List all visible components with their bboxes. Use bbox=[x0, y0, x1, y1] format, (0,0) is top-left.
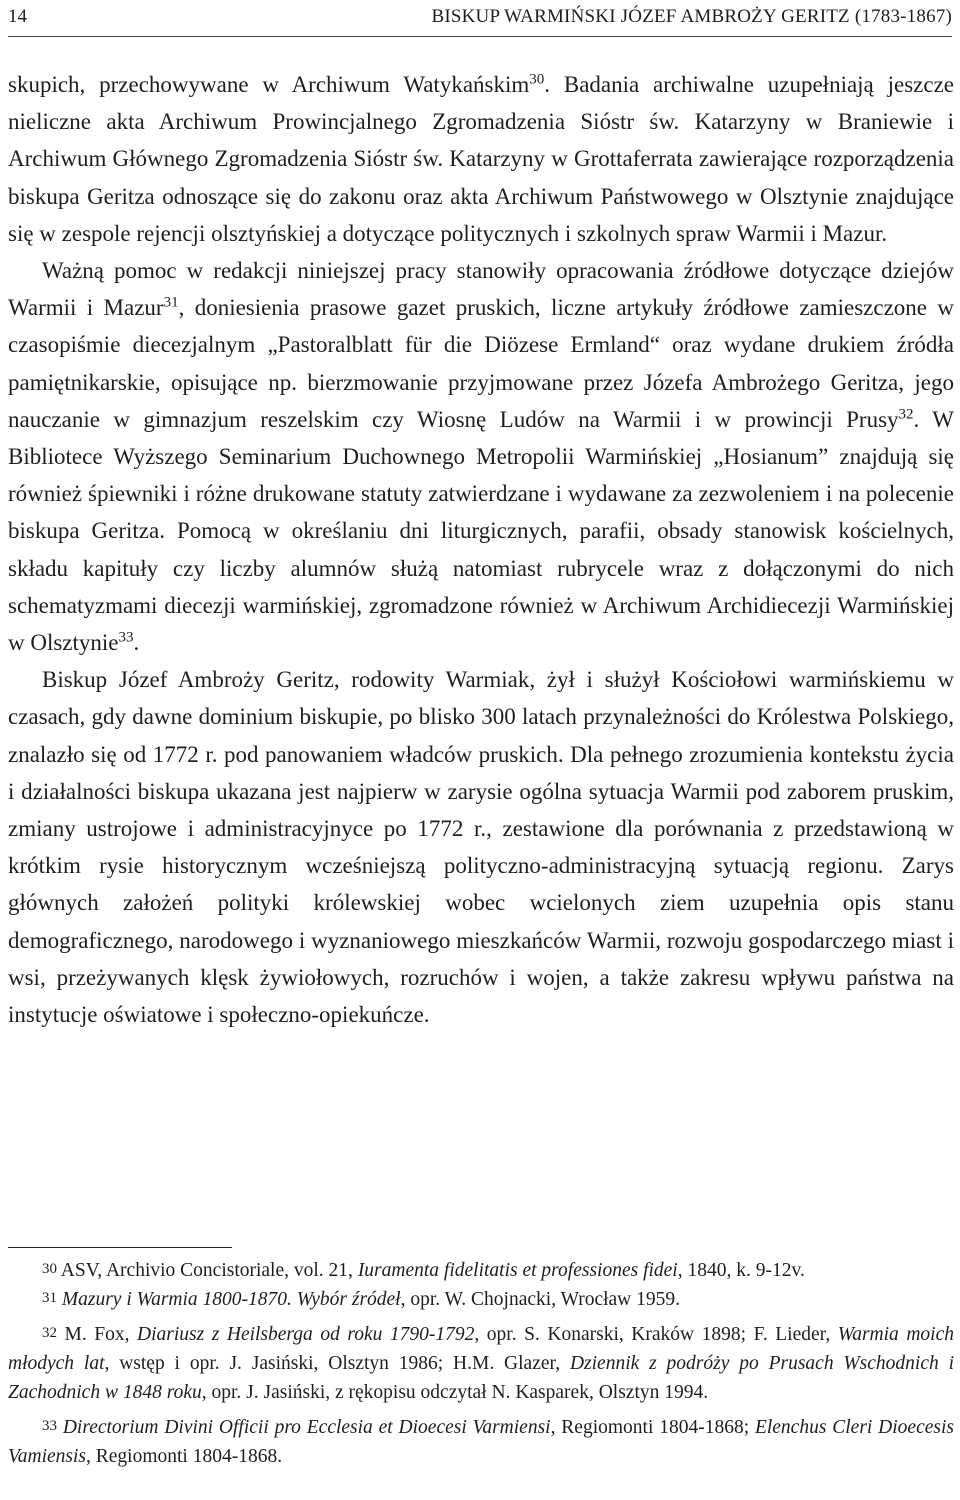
text-span: , opr. J. Jasiński, z rękopisu odczytał N. Kasparek, Olsztyn 1994. bbox=[201, 1382, 709, 1403]
page-number: 14 bbox=[8, 6, 27, 27]
paragraph-1 bbox=[8, 66, 954, 252]
footnote-number: 30 bbox=[42, 1261, 57, 1277]
running-header bbox=[8, 0, 952, 37]
text-span: , Regiomonti 1804-1868. bbox=[86, 1446, 283, 1467]
title-italic: Mazury i Warmia 1800-1870. Wybór źródeł bbox=[57, 1289, 401, 1310]
title-italic: Diariusz z Heilsberga od roku 1790-1792 bbox=[137, 1324, 475, 1345]
text-span: , opr. W. Chojnacki, Wrocław 1959. bbox=[400, 1289, 681, 1310]
footnote-31 bbox=[8, 1285, 954, 1314]
text-span: , opr. S. Konarski, Kraków 1898; F. Lieder, bbox=[474, 1324, 838, 1345]
footnote-30 bbox=[8, 1256, 954, 1285]
text-span: . W Bibliotece Wyższego Seminarium Duchownego Metropolii Warmińskiej „Hosianum” znajdują się również śpiewniki i różne drukowane statuty zatwierdzane i wydawane za zezwoleniem i na polecenie biskupa Geritza. Pomocą w określaniu dni liturgicznych, parafii, obsady stanowisk kościelnych, składu kapituły czy liczby alumnów służą natomiast rubrycele wraz z dołączonymi do nich schematyzmami diecezji warmińskiej, zgromadzone również w Archiwum Archidiecezji Warmińskiej w Olsztynie bbox=[8, 406, 954, 656]
title-italic: Warmia moich młodych lat bbox=[8, 1324, 954, 1374]
footnote-33 bbox=[8, 1413, 954, 1471]
main-text bbox=[8, 66, 954, 1033]
title-italic: Directorium Divini Officii pro Ecclesia et Dioecesi Varmiensi bbox=[57, 1417, 551, 1438]
footnote-number: 31 bbox=[42, 1290, 57, 1306]
text-span: , wstęp i opr. J. Jasiński, Olsztyn 1986; H.M. Glazer, bbox=[104, 1353, 570, 1374]
title-italic: Iuramenta fidelitatis et professiones fidei bbox=[357, 1260, 678, 1281]
text-span: M. Fox, bbox=[57, 1324, 138, 1345]
text-span: ASV, Archivio Concistoriale, vol. 21, bbox=[57, 1260, 358, 1281]
text-span: , doniesienia prasowe gazet pruskich, liczne artykuły źródłowe zamieszczone w czasopiśmie diecezjalnym „Pastoralblatt für die Diözese Ermland“ oraz wydane drukiem źródła pamiętnikarskie, opisujące np. bierzmowanie przyjmowane przez Józefa Ambrożego Geritza, jego nauczanie w gimnazjum reszelskim czy Wiosnę Ludów na Warmii i w prowincji Prusy bbox=[8, 295, 954, 432]
footnote-number: 32 bbox=[42, 1325, 57, 1341]
text-span: , 1840, k. 9-12v. bbox=[677, 1260, 805, 1281]
footnote-32 bbox=[8, 1320, 954, 1407]
text-span: , Regiomonti 1804-1868; bbox=[550, 1417, 755, 1438]
text-span: Ważną pomoc w redakcji niniejszej pracy stanowiły opracowania źródłowe dotyczące dziejów Warmii i Mazur bbox=[8, 258, 954, 321]
paragraph-3: Biskup Józef Ambroży Geritz, rodowity Warmiak, żył i służył Kościołowi warmińskiemu w czasach, gdy dawne dominium biskupie, po blisko 300 latach przynależności do Królestwa Polskiego, znalazło się od 1772 r. pod panowaniem władców pruskich. Dla pełnego zrozumienia kontekstu życia i działalności biskupa ukazana jest najpierw w zarysie ogólna sytuacja Warmii pod zaborem pruskim, zmiany ustrojowe i administracyjnyce po 1772 r., zestawione dla porównania z przedstawioną w krótkim rysie historycznym wcześniejszą polityczno-administracyjną sytuacją regionu. Zarys głównych założeń polityki królewskiej wobec wcielonych ziem uzupełnia opis stanu demograficznego, narodowego i wyznaniowego mieszkańców Warmii, rozwoju gospodarczego miast i wsi, przeżywanych klęsk żywiołowych, rozruchów i wojen, a także zakresu wpływu państwa na instytucje oświatowe i społeczno-opiekuńcze. bbox=[8, 667, 954, 1028]
text-span: skupich, przechowywane w Archiwum Watykańskim bbox=[8, 72, 530, 97]
running-title: BISKUP WARMIŃSKI JÓZEF AMBROŻY GERITZ (1783-1867) bbox=[431, 6, 952, 27]
text-span: . Badania archiwalne uzupełniają jeszcze nieliczne akta Archiwum Prowincjalnego Zgromadzenia Sióstr św. Katarzyny w Braniewie i Archiwum Głównego Zgromadzenia Sióstr św. Katarzyny w Grottaferrata zawierające rozporządzenia biskupa Geritza odnoszące się do zakonu oraz akta Archiwum Państwowego w Olsztynie znajdujące się w zespole rejencji olsztyńskiej a dotyczące politycznych i szkolnych spraw Warmii i Mazur. bbox=[8, 72, 954, 246]
paragraph-2 bbox=[8, 252, 954, 661]
footnotes bbox=[8, 1256, 954, 1471]
footnote-ref-33[interactable]: 33 bbox=[118, 629, 134, 646]
footnote-separator bbox=[8, 1247, 232, 1248]
title-italic: Dziennik z podróży po Prusach Wschodnich i Zachodnich w 1848 roku bbox=[8, 1353, 954, 1403]
footnote-ref-30[interactable]: 30 bbox=[529, 71, 545, 88]
footnote-ref-32[interactable]: 32 bbox=[898, 406, 914, 423]
footnote-number: 33 bbox=[42, 1418, 57, 1434]
text-span: . bbox=[133, 630, 140, 656]
footnote-ref-31[interactable]: 31 bbox=[163, 294, 179, 311]
title-italic: Elenchus Cleri Dioecesis Vamiensis bbox=[8, 1417, 954, 1467]
